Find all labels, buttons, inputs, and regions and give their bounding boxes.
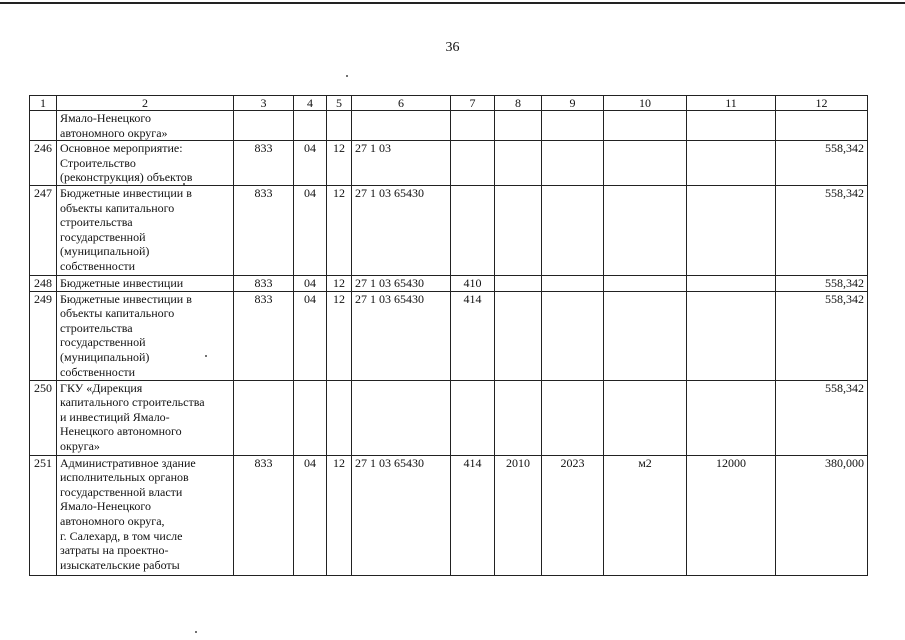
- cell-expense-type: [451, 111, 495, 141]
- cell-target-article: 27 1 03 65430: [352, 185, 451, 275]
- row-number: [30, 111, 57, 141]
- cell-col8: [495, 291, 542, 380]
- table-row: [30, 291, 868, 380]
- scan-speck: [346, 75, 348, 77]
- row-description: Административное здание исполнительных органов государственной власти Ямало-Ненецкого автономного округа, г. Салехард, в том числе затраты на проектно- изыскательские работы: [57, 455, 234, 575]
- cell-expense-type: 410: [451, 275, 495, 291]
- row-description: ГКУ «Дирекция капитального строительства и инвестиций Ямало- Ненецкого автономного округа»: [57, 380, 234, 455]
- cell-col9: [542, 291, 604, 380]
- table-row: [30, 111, 868, 141]
- cell-target-article: [352, 380, 451, 455]
- table-row: [30, 275, 868, 291]
- cell-col9: [542, 185, 604, 275]
- column-header: 11: [687, 96, 776, 111]
- cell-col8: [495, 141, 542, 186]
- page-number: 36: [445, 40, 460, 55]
- cell-expense-type: 414: [451, 291, 495, 380]
- cell-col8: [495, 380, 542, 455]
- cell-section: 04: [294, 455, 327, 575]
- cell-section: [294, 111, 327, 141]
- cell-subsection: [327, 111, 352, 141]
- cell-col9: 2023: [542, 455, 604, 575]
- cell-amount: 558,342: [776, 185, 868, 275]
- cell-amount: 558,342: [776, 275, 868, 291]
- cell-subsection: 12: [327, 185, 352, 275]
- cell-amount: 558,342: [776, 380, 868, 455]
- column-header: 4: [294, 96, 327, 111]
- table-row: [30, 141, 868, 186]
- cell-expense-type: 414: [451, 455, 495, 575]
- cell-col11: [687, 291, 776, 380]
- cell-col11: [687, 380, 776, 455]
- cell-subsection: 12: [327, 455, 352, 575]
- scan-speck: [195, 631, 197, 633]
- cell-target-article: 27 1 03 65430: [352, 275, 451, 291]
- cell-amount: 380,000: [776, 455, 868, 575]
- row-description: Бюджетные инвестиции: [57, 275, 234, 291]
- column-header: 3: [234, 96, 294, 111]
- column-header: 12: [776, 96, 868, 111]
- row-number: 249: [30, 291, 57, 380]
- column-header: 6: [352, 96, 451, 111]
- cell-col9: [542, 141, 604, 186]
- cell-col8: [495, 111, 542, 141]
- column-header: 10: [604, 96, 687, 111]
- cell-ministry-code: [234, 380, 294, 455]
- cell-col8: [495, 275, 542, 291]
- row-number: 250: [30, 380, 57, 455]
- column-header: 1: [30, 96, 57, 111]
- cell-col9: [542, 275, 604, 291]
- cell-amount: 558,342: [776, 291, 868, 380]
- row-number: 248: [30, 275, 57, 291]
- cell-col10: [604, 141, 687, 186]
- cell-ministry-code: 833: [234, 141, 294, 186]
- cell-target-article: [352, 111, 451, 141]
- cell-col11: [687, 111, 776, 141]
- table-header-row: [30, 96, 868, 111]
- cell-col11: [687, 275, 776, 291]
- cell-amount: [776, 111, 868, 141]
- cell-expense-type: [451, 185, 495, 275]
- cell-expense-type: [451, 380, 495, 455]
- cell-section: [294, 380, 327, 455]
- column-header: 9: [542, 96, 604, 111]
- cell-col8: 2010: [495, 455, 542, 575]
- cell-col10: [604, 291, 687, 380]
- top-border-line: [0, 2, 905, 4]
- row-number: 246: [30, 141, 57, 186]
- cell-col10: [604, 275, 687, 291]
- table-row: [30, 185, 868, 275]
- cell-col9: [542, 111, 604, 141]
- table-row: [30, 455, 868, 575]
- cell-target-article: 27 1 03 65430: [352, 291, 451, 380]
- cell-subsection: 12: [327, 291, 352, 380]
- cell-amount: 558,342: [776, 141, 868, 186]
- cell-ministry-code: [234, 111, 294, 141]
- row-description: Бюджетные инвестиции в объекты капитального строительства государственной (муниципальной) собственности: [57, 185, 234, 275]
- cell-subsection: [327, 380, 352, 455]
- row-number: 251: [30, 455, 57, 575]
- cell-ministry-code: 833: [234, 291, 294, 380]
- cell-subsection: 12: [327, 141, 352, 186]
- cell-section: 04: [294, 275, 327, 291]
- cell-col11: [687, 185, 776, 275]
- column-header: 5: [327, 96, 352, 111]
- column-header: 8: [495, 96, 542, 111]
- budget-table: [29, 95, 868, 576]
- cell-col10: [604, 380, 687, 455]
- cell-col8: [495, 185, 542, 275]
- cell-col10: м2: [604, 455, 687, 575]
- cell-subsection: 12: [327, 275, 352, 291]
- cell-ministry-code: 833: [234, 185, 294, 275]
- cell-col9: [542, 380, 604, 455]
- cell-ministry-code: 833: [234, 275, 294, 291]
- cell-target-article: 27 1 03 65430: [352, 455, 451, 575]
- cell-col11: 12000: [687, 455, 776, 575]
- column-header: 2: [57, 96, 234, 111]
- column-header: 7: [451, 96, 495, 111]
- cell-col10: [604, 185, 687, 275]
- table-row: [30, 380, 868, 455]
- cell-section: 04: [294, 141, 327, 186]
- cell-col11: [687, 141, 776, 186]
- row-description: Бюджетные инвестиции в объекты капитального строительства государственной (муниципальной) собственности: [57, 291, 234, 380]
- cell-col10: [604, 111, 687, 141]
- cell-expense-type: [451, 141, 495, 186]
- cell-target-article: 27 1 03: [352, 141, 451, 186]
- cell-section: 04: [294, 291, 327, 380]
- row-number: 247: [30, 185, 57, 275]
- cell-ministry-code: 833: [234, 455, 294, 575]
- row-description: Ямало-Ненецкого автономного округа»: [57, 111, 234, 141]
- row-description: Основное мероприятие: Строительство (реконструкция) объектов: [57, 141, 234, 186]
- cell-section: 04: [294, 185, 327, 275]
